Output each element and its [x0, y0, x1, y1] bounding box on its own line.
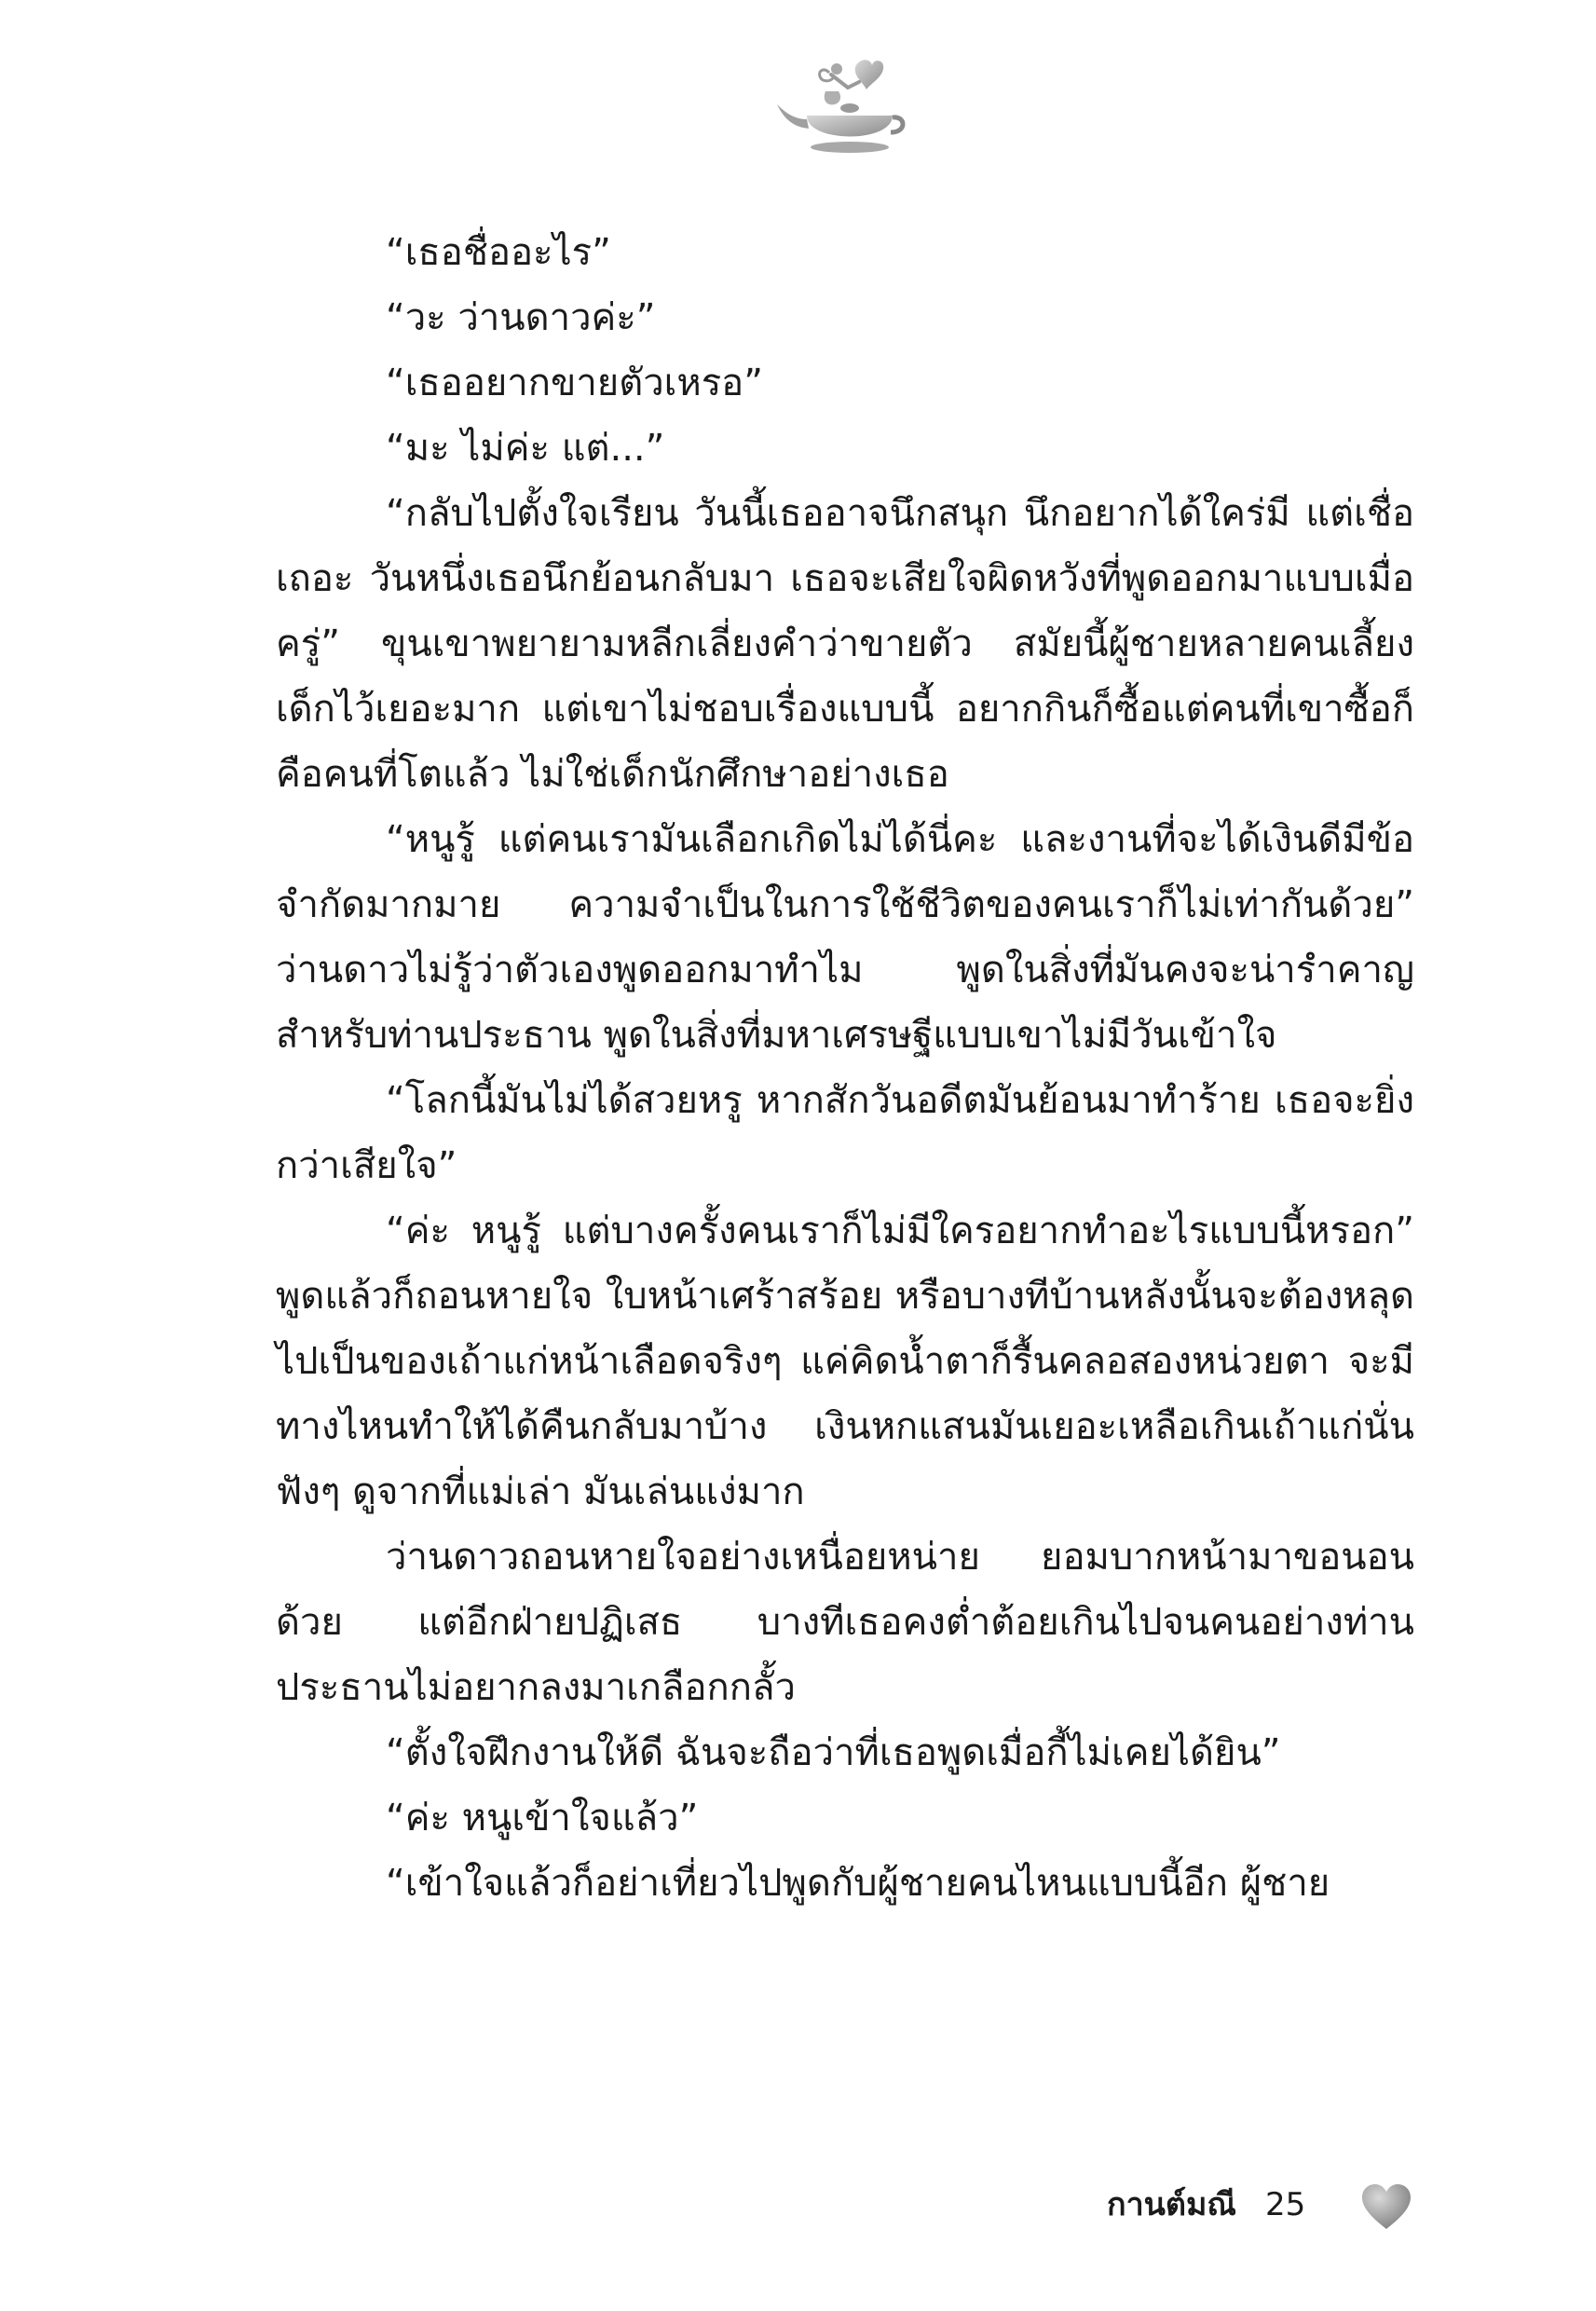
- teapot-ornament-icon: [770, 54, 909, 164]
- page-number: 25: [1265, 2186, 1306, 2223]
- paragraph: “เข้าใจแล้วก็อย่าเที่ยวไปพูดกับผู้ชายคนไหนแบบนี้อีก ผู้ชาย: [386, 1862, 1330, 1905]
- paragraph: “ค่ะ หนูรู้ แต่บางครั้งคนเราก็ไม่มีใครอยากทำอะไรแบบนี้หรอก” พูดแล้วก็ถอนหายใจ ใบหน้าเศร้าสร้อย หรือบางทีบ้านหลังนั้นจะต้องหลุดไปเป็นของเถ้าแก่หน้าเลือดจริงๆ แค่คิดน้ำตาก็รื้นคลอสองหน่วยตา จะมีทางไหนทำให้ได้คืนกลับมาบ้าง เงินหกแสนมันเยอะเหลือเกินเถ้าแก่นั่นฟังๆ ดูจากที่แม่เล่า มันเล่นแง่มาก: [276, 1210, 1414, 1513]
- page-footer: [1107, 2177, 1480, 2233]
- paragraph: “เธอชื่ออะไร”: [386, 231, 611, 274]
- paragraph: “ค่ะ หนูเข้าใจแล้ว”: [386, 1797, 699, 1839]
- paragraph: “วะ ว่านดาวค่ะ”: [386, 296, 656, 339]
- paragraph: “เธออยากขายตัวเหรอ”: [386, 362, 763, 404]
- paragraph: “กลับไปตั้งใจเรียน วันนี้เธออาจนึกสนุก นึกอยากได้ใคร่มี แต่เชื่อเถอะ วันหนึ่งเธอนึกย้อนกลับมา เธอจะเสียใจผิดหวังที่พูดออกมาแบบเมื่อครู่” ขุนเขาพยายามหลีกเลี่ยงคำว่าขายตัว สมัยนี้ผู้ชายหลายคนเลี้ยงเด็กไว้เยอะมาก แต่เขาไม่ชอบเรื่องแบบนี้ อยากกินก็ซื้อแต่คนที่เขาซื้อก็คือคนที่โตแล้ว ไม่ใช่เด็กนักศึกษาอย่างเธอ: [276, 492, 1414, 796]
- paragraph: “ตั้งใจฝึกงานให้ดี ฉันจะถือว่าที่เธอพูดเมื่อกี้ไม่เคยได้ยิน”: [386, 1731, 1281, 1774]
- book-title: กานต์มณี: [1107, 2186, 1236, 2223]
- heart-icon: [1360, 2182, 1412, 2231]
- paragraph: “โลกนี้มันไม่ได้สวยหรู หากสักวันอดีตมันย้อนมาทำร้าย เธอจะยิ่งกว่าเสียใจ”: [276, 1079, 1414, 1187]
- paragraph: ว่านดาวถอนหายใจอย่างเหนื่อยหน่าย ยอมบากหน้ามาขอนอนด้วย แต่อีกฝ่ายปฏิเสธ บางทีเธอคงต่ำต้อยเกินไปจนคนอย่างท่านประธานไม่อยากลงมาเกลือกกลั้ว: [276, 1536, 1414, 1709]
- paragraph: “หนูรู้ แต่คนเรามันเลือกเกิดไม่ได้นี่คะ และงานที่จะได้เงินดีมีข้อจำกัดมากมาย ความจำเป็นในการใช้ชีวิตของคนเราก็ไม่เท่ากันด้วย” ว่านดาวไม่รู้ว่าตัวเองพูดออกมาทำไม พูดในสิ่งที่มันคงจะน่ารำคาญสำหรับท่านประธาน พูดในสิ่งที่มหาเศรษฐีแบบเขาไม่มีวันเข้าใจ: [276, 818, 1414, 1057]
- body-text: [276, 220, 1414, 1916]
- paragraph: “มะ ไม่ค่ะ แต่...”: [386, 427, 665, 470]
